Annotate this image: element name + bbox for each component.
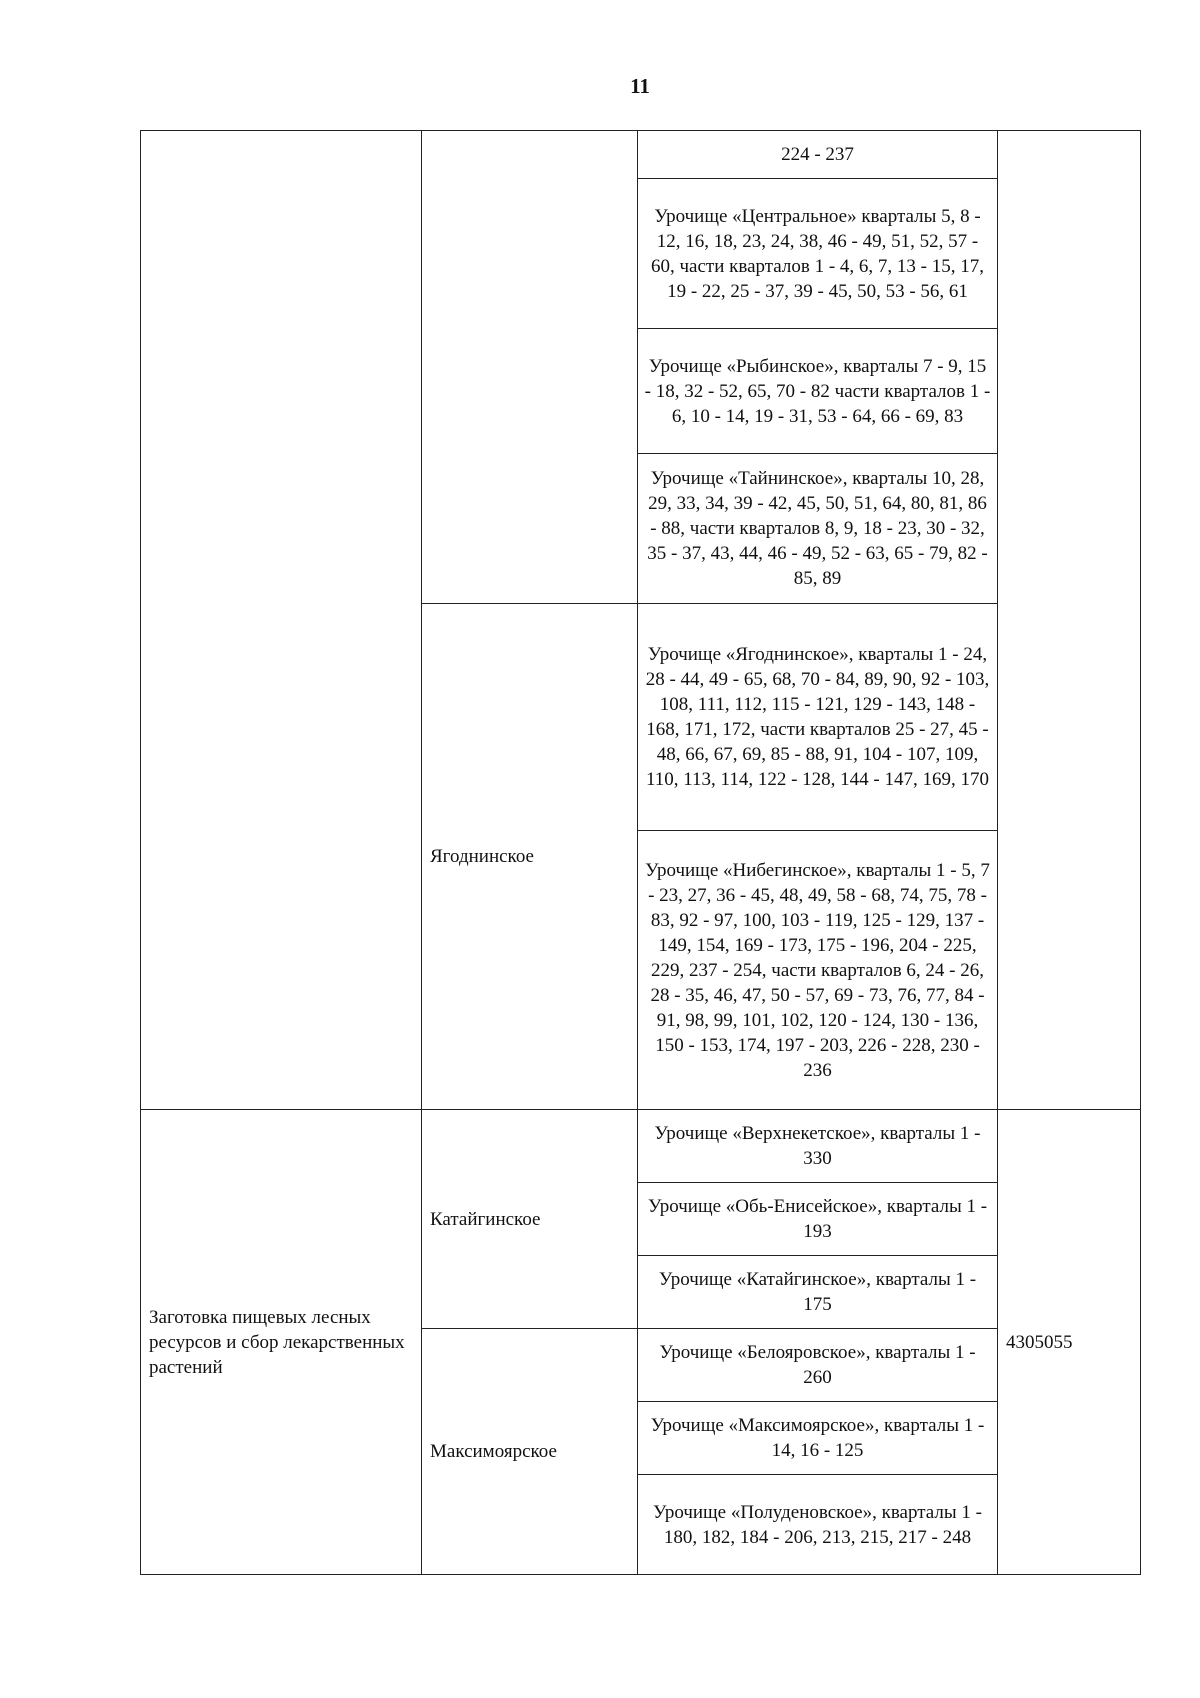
forestry-cell [422, 131, 638, 604]
tract-cell: Урочище «Максимоярское», кварталы 1 - 14, 16 - 125 [638, 1402, 998, 1475]
table-row [141, 131, 1141, 179]
code-cell [998, 131, 1141, 1110]
tract-cell: Урочище «Катайгинское», кварталы 1 - 175 [638, 1256, 998, 1329]
forestry-cell: Ягоднинское [422, 604, 638, 1110]
forestry-table [140, 130, 1141, 1575]
table-row [141, 1110, 1141, 1183]
forestry-cell: Максимоярское [422, 1329, 638, 1575]
tract-cell: Урочище «Тайнинское», кварталы 10, 28, 29, 33, 34, 39 - 42, 45, 50, 51, 64, 80, 81, 86 - 88, части кварталов 8, 9, 18 - 23, 30 - 32, 35 - 37, 43, 44, 46 - 49, 52 - 63, 65 - 79, 82 - 85, 89 [638, 454, 998, 604]
activity-cell [141, 131, 422, 1110]
tract-cell: Урочище «Обь-Енисейское», кварталы 1 - 193 [638, 1183, 998, 1256]
tract-cell: Урочище «Верхнекетское», кварталы 1 - 330 [638, 1110, 998, 1183]
tract-cell: Урочище «Нибегинское», кварталы 1 - 5, 7 - 23, 27, 36 - 45, 48, 49, 58 - 68, 74, 75, 78 - 83, 92 - 97, 100, 103 - 119, 125 - 129, 137 - 149, 154, 169 - 173, 175 - 196, 204 - 225, 229, 237 - 254, части кварталов 6, 24 - 26, 28 - 35, 46, 47, 50 - 57, 69 - 73, 76, 77, 84 - 91, 98, 99, 101, 102, 120 - 124, 130 - 136, 150 - 153, 174, 197 - 203, 226 - 228, 230 - 236 [638, 831, 998, 1110]
tract-cell: Урочище «Полуденовское», кварталы 1 - 180, 182, 184 - 206, 213, 215, 217 - 248 [638, 1475, 998, 1575]
code-cell: 4305055 [998, 1110, 1141, 1575]
tract-cell: Урочище «Ягоднинское», кварталы 1 - 24, 28 - 44, 49 - 65, 68, 70 - 84, 89, 90, 92 - 103, 108, 111, 112, 115 - 121, 129 - 143, 148 - 168, 171, 172, части кварталов 25 - 27, 45 - 48, 66, 67, 69, 85 - 88, 91, 104 - 107, 109, 110, 113, 114, 122 - 128, 144 - 147, 169, 170 [638, 604, 998, 831]
tract-cell: Урочище «Центральное» кварталы 5, 8 - 12, 16, 18, 23, 24, 38, 46 - 49, 51, 52, 57 - 60, части кварталов 1 - 4, 6, 7, 13 - 15, 17, 19 - 22, 25 - 37, 39 - 45, 50, 53 - 56, 61 [638, 179, 998, 329]
activity-cell: Заготовка пищевых лесных ресурсов и сбор лекарственных растений [141, 1110, 422, 1575]
tract-cell: 224 - 237 [638, 131, 998, 179]
page-number: 11 [630, 74, 650, 98]
tract-cell: Урочище «Рыбинское», кварталы 7 - 9, 15 - 18, 32 - 52, 65, 70 - 82 части кварталов 1 - 6, 10 - 14, 19 - 31, 53 - 64, 66 - 69, 83 [638, 329, 998, 454]
tract-cell: Урочище «Белояровское», кварталы 1 - 260 [638, 1329, 998, 1402]
forestry-cell: Катайгинское [422, 1110, 638, 1329]
